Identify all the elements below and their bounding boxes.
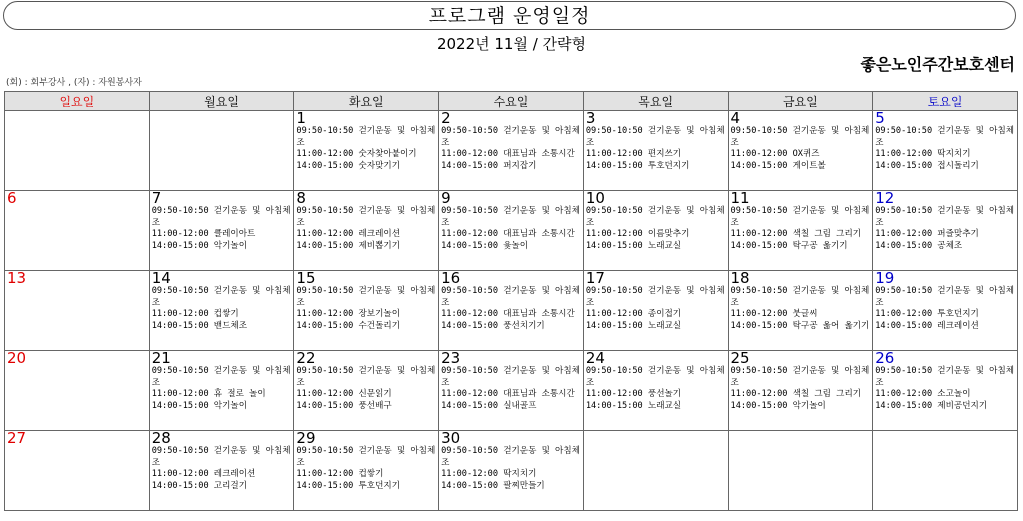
day-number: 6 (7, 190, 17, 207)
activity-entry: 11:00-12:00 종이접기 (585, 309, 682, 320)
activity-entry: 14:00-15:00 공체조 (875, 240, 963, 251)
day-cell (5, 351, 150, 431)
activity-entry: 09:50-10:50 걷기운동 및 아침체조 (151, 206, 291, 228)
day-cell (294, 111, 439, 191)
day-cell (873, 111, 1018, 191)
weekday-wednesday: 수요일 (439, 92, 584, 111)
day-number: 25 (730, 350, 750, 367)
activity-entry: 09:50-10:50 걷기운동 및 아침체조 (441, 126, 580, 148)
day-cell (5, 271, 150, 351)
day-cell (583, 351, 728, 431)
weekday-sunday: 일요일 (5, 92, 150, 111)
activity-entry: 11:00-12:00 대표님과 소통시간 (441, 309, 575, 320)
day-cell (728, 431, 873, 511)
activity-entry: 09:50-10:50 걷기운동 및 아침체조 (151, 366, 291, 388)
activity-entry: 09:50-10:50 걷기운동 및 아침체조 (441, 206, 580, 228)
activity-entry: 09:50-10:50 걷기운동 및 아침체조 (730, 366, 870, 388)
activity-entry: 14:00-15:00 숫자맞기기 (296, 160, 401, 171)
activity-entry: 11:00-12:00 딱지치기 (441, 469, 537, 480)
activity-entry: 14:00-15:00 접시돌리기 (875, 160, 979, 171)
weekday-friday: 금요일 (728, 92, 873, 111)
day-cell (294, 431, 439, 511)
day-number: 14 (151, 270, 171, 287)
activity-entry: 11:00-12:00 딱지치기 (875, 149, 971, 160)
day-cell (5, 111, 150, 191)
activity-entry: 11:00-12:00 OX퀴즈 (730, 149, 820, 160)
activity-entry: 09:50-10:50 걷기운동 및 아침체조 (730, 206, 870, 228)
day-cell (583, 431, 728, 511)
day-cell (294, 191, 439, 271)
day-cell (728, 351, 873, 431)
day-cell (439, 431, 584, 511)
activity-entry: 09:50-10:50 걷기운동 및 아침체조 (296, 366, 436, 388)
activity-entry: 09:50-10:50 걷기운동 및 아침체조 (151, 286, 291, 308)
day-cell (439, 111, 584, 191)
day-cell (149, 431, 294, 511)
activity-entry: 09:50-10:50 걷기운동 및 아침체조 (730, 286, 870, 308)
day-cell (728, 191, 873, 271)
weekday-header-row (5, 92, 1018, 111)
activity-entry: 14:00-15:00 탁구공 옮기기 (730, 240, 848, 251)
weekday-saturday: 토요일 (873, 92, 1018, 111)
activity-entry: 11:00-12:00 소고놀이 (875, 389, 971, 400)
activity-entry: 09:50-10:50 걷기운동 및 아침체조 (296, 446, 436, 468)
activity-entry: 09:50-10:50 걷기운동 및 아침체조 (875, 206, 1015, 228)
day-cell (149, 351, 294, 431)
activity-entry: 14:00-15:00 고리걸기 (151, 480, 247, 491)
activity-entry: 09:50-10:50 걷기운동 및 아침체조 (585, 366, 725, 388)
title-banner (3, 1, 1016, 30)
day-cell (873, 351, 1018, 431)
day-number: 28 (151, 430, 171, 447)
activity-entry: 14:00-15:00 악기놀이 (151, 400, 247, 411)
activity-entry: 09:50-10:50 걷기운동 및 아침체조 (875, 286, 1015, 308)
activity-entry: 11:00-12:00 붓글씨 (730, 309, 818, 320)
week-row (5, 191, 1018, 271)
day-cell (728, 111, 873, 191)
activity-entry: 11:00-12:00 레크레이션 (296, 229, 401, 240)
activity-entry: 14:00-15:00 팔찌만들기 (441, 480, 545, 491)
activity-entry: 09:50-10:50 걷기운동 및 아침체조 (585, 286, 725, 308)
day-cell (149, 111, 294, 191)
activity-entry: 09:50-10:50 걷기운동 및 아침체조 (296, 286, 436, 308)
legend-note: (회) : 회부강사 , (자) : 자원봉사자 (6, 78, 142, 88)
activity-entry: 14:00-15:00 탁구공 옮어 옮기기 (730, 320, 870, 331)
activity-entry: 14:00-15:00 밴드체조 (151, 320, 247, 331)
activity-entry: 14:00-15:00 퍼지잡기 (441, 160, 537, 171)
weekday-monday: 월요일 (149, 92, 294, 111)
day-number: 13 (7, 270, 27, 287)
activity-entry: 11:00-12:00 이름맞추기 (585, 229, 690, 240)
day-number: 1 (296, 110, 306, 127)
activity-entry: 14:00-15:00 게이트볼 (730, 160, 826, 171)
day-number: 4 (730, 110, 741, 127)
activity-entry: 11:00-12:00 대표님과 소통시간 (441, 229, 575, 240)
activity-entry: 09:50-10:50 걷기운동 및 아침체조 (441, 446, 580, 468)
activity-entry: 09:50-10:50 걷기운동 및 아침체조 (585, 206, 725, 228)
day-number: 20 (7, 350, 27, 367)
activity-entry: 14:00-15:00 레크레이션 (875, 320, 979, 331)
activity-entry: 09:50-10:50 걷기운동 및 아침체조 (875, 126, 1015, 148)
activity-entry: 11:00-12:00 색칠 그림 그리기 (730, 229, 862, 240)
week-row (5, 351, 1018, 431)
activity-entry: 11:00-12:00 편지쓰기 (585, 149, 682, 160)
activity-entry: 11:00-12:00 휴 절로 놀이 (151, 389, 266, 400)
activity-entry: 11:00-12:00 컵쌓기 (296, 469, 384, 480)
day-cell (439, 271, 584, 351)
activity-entry: 14:00-15:00 제비뽑기기 (296, 240, 401, 251)
activity-entry: 11:00-12:00 클레이아트 (151, 229, 256, 240)
activity-entry: 14:00-15:00 제비공던지기 (875, 400, 988, 411)
activity-entry: 09:50-10:50 걷기운동 및 아침체조 (585, 126, 725, 148)
day-number: 10 (585, 190, 605, 207)
day-number: 7 (151, 190, 162, 207)
day-cell (5, 431, 150, 511)
day-cell (294, 271, 439, 351)
day-number: 16 (441, 270, 461, 287)
day-number: 30 (441, 430, 461, 447)
week-row (5, 431, 1018, 511)
activity-entry: 09:50-10:50 걷기운동 및 아침체조 (441, 366, 580, 388)
activity-entry: 11:00-12:00 대표님과 소통시간 (441, 149, 575, 160)
day-cell (149, 271, 294, 351)
activity-entry: 09:50-10:50 걷기운동 및 아침체조 (296, 206, 436, 228)
day-cell (439, 351, 584, 431)
activity-entry: 14:00-15:00 윷놀이 (441, 240, 529, 251)
day-number: 27 (7, 430, 27, 447)
activity-entry: 14:00-15:00 풍선배구 (296, 400, 392, 411)
week-row (5, 271, 1018, 351)
day-number: 2 (441, 110, 451, 127)
week-row (5, 111, 1018, 191)
activity-entry: 14:00-15:00 악기놀이 (151, 240, 247, 251)
activity-entry: 14:00-15:00 실내골프 (441, 400, 537, 411)
page-title: 프로그램 운영일정 (428, 5, 591, 27)
page-subtitle: 2022년 11월 / 간략형 (436, 35, 587, 53)
activity-entry: 11:00-12:00 레크레이션 (151, 469, 256, 480)
activity-entry: 09:50-10:50 걷기운동 및 아침체조 (441, 286, 580, 308)
activity-entry: 09:50-10:50 걷기운동 및 아침체조 (730, 126, 870, 148)
day-number: 19 (875, 270, 895, 287)
day-number: 29 (296, 430, 316, 447)
weekday-thursday: 목요일 (583, 92, 728, 111)
day-number: 11 (730, 190, 750, 207)
activity-entry: 09:50-10:50 걷기운동 및 아침체조 (151, 446, 291, 468)
activity-entry: 14:00-15:00 풍선치기기 (441, 320, 545, 331)
day-number: 21 (151, 350, 171, 367)
day-number: 22 (296, 350, 316, 367)
weekday-tuesday: 화요일 (294, 92, 439, 111)
schedule-calendar (4, 91, 1018, 511)
activity-entry: 11:00-12:00 숫자찾아붙이기 (296, 149, 417, 160)
day-cell (873, 271, 1018, 351)
activity-entry: 14:00-15:00 노래교실 (585, 320, 682, 331)
activity-entry: 14:00-15:00 노래교실 (585, 240, 682, 251)
activity-entry: 11:00-12:00 컵쌓기 (151, 309, 239, 320)
center-name: 좋은노인주간보호센터 (860, 55, 1015, 74)
day-number: 23 (441, 350, 461, 367)
day-cell (873, 191, 1018, 271)
activity-entry: 11:00-12:00 풍선놀기 (585, 389, 682, 400)
activity-entry: 14:00-15:00 투호던지기 (585, 160, 690, 171)
activity-entry: 11:00-12:00 색칠 그림 그리기 (730, 389, 862, 400)
day-cell (583, 271, 728, 351)
activity-entry: 11:00-12:00 장보기놀이 (296, 309, 401, 320)
activity-entry: 11:00-12:00 퍼즐맞추기 (875, 229, 979, 240)
day-number: 15 (296, 270, 316, 287)
activity-entry: 11:00-12:00 대표님과 소통시간 (441, 389, 575, 400)
activity-entry: 14:00-15:00 수건돌리기 (296, 320, 401, 331)
day-number: 12 (875, 190, 895, 207)
day-cell (439, 191, 584, 271)
day-number: 8 (296, 190, 306, 207)
calendar-body (5, 111, 1018, 511)
activity-entry: 11:00-12:00 투호던지기 (875, 309, 979, 320)
day-number: 24 (585, 350, 605, 367)
day-cell (583, 111, 728, 191)
activity-entry: 11:00-12:00 신문읽기 (296, 389, 392, 400)
day-cell (873, 431, 1018, 511)
day-number: 18 (730, 270, 750, 287)
day-cell (5, 191, 150, 271)
day-number: 3 (585, 110, 596, 127)
activity-entry: 14:00-15:00 투호던지기 (296, 480, 401, 491)
day-number: 9 (441, 190, 451, 207)
activity-entry: 09:50-10:50 걷기운동 및 아침체조 (875, 366, 1015, 388)
day-number: 5 (875, 110, 885, 127)
day-number: 26 (875, 350, 895, 367)
activity-entry: 14:00-15:00 노래교실 (585, 400, 682, 411)
day-number: 17 (585, 270, 605, 287)
activity-entry: 09:50-10:50 걷기운동 및 아침체조 (296, 126, 436, 148)
activity-entry: 14:00-15:00 악기놀이 (730, 400, 826, 411)
day-cell (583, 191, 728, 271)
day-cell (149, 191, 294, 271)
day-cell (728, 271, 873, 351)
day-cell (294, 351, 439, 431)
